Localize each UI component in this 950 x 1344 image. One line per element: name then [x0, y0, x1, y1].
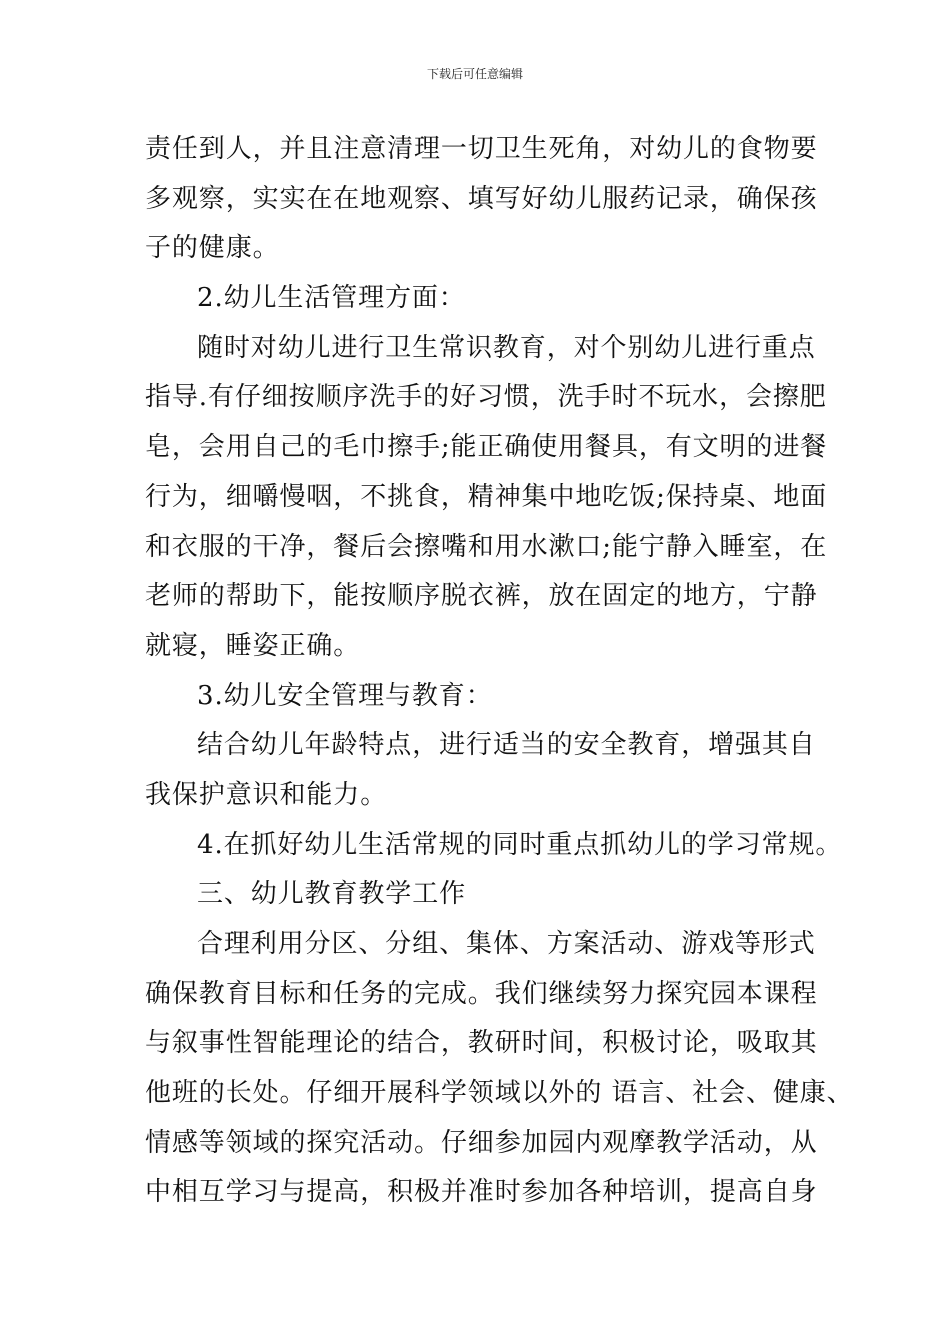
section-heading: 2.幼儿生活管理方面： [197, 283, 466, 314]
text-line: 就寝，睡姿正确。 [145, 630, 361, 661]
text-line: 与叙事性智能理论的结合，教研时间，积极讨论，吸取其 [145, 1028, 818, 1059]
text-line: 他班的长处。仔细开展科学领域以外的 语言、社会、健康、 [145, 1078, 854, 1109]
section-heading: 3.幼儿安全管理与教育： [197, 680, 493, 711]
paragraph-first-line: 合理利用分区、分组、集体、方案活动、游戏等形式 [197, 929, 816, 959]
text-line: 责任到人，并且注意清理一切卫生死角，对幼儿的食物要 [145, 134, 818, 164]
text-line: 皂，会用自己的毛巾擦手;能正确使用餐具，有文明的进餐 [145, 432, 828, 463]
text-line: 老师的帮助下，能按顺序脱衣裤，放在固定的地方，宁静 [145, 581, 818, 612]
section-heading: 4.在抓好幼儿生活常规的同时重点抓幼儿的学习常规。 [197, 829, 843, 860]
text-line: 情感等领域的探究活动。仔细参加园内观摩教学活动，从 [145, 1127, 818, 1158]
document-body [145, 125, 854, 1218]
section-heading: 三、幼儿教育教学工作 [197, 879, 467, 910]
text-line: 我保护意识和能力。 [145, 779, 388, 810]
text-line: 指导.有仔细按顺序洗手的好习惯，洗手时不玩水，会擦肥 [145, 382, 827, 413]
text-line: 确保教育目标和任务的完成。我们继续努力探究园本课程 [145, 978, 818, 1009]
text-line: 行为，细嚼慢咽，不挑食，精神集中地吃饭;保持桌、地面 [145, 481, 828, 512]
text-line: 子的健康。 [145, 233, 280, 264]
text-line: 中相互学习与提高，积极并准时参加各种培训，提高自身 [145, 1177, 818, 1208]
paragraph-first-line: 随时对幼儿进行卫生常识教育，对个别幼儿进行重点 [197, 332, 816, 363]
text-line: 多观察，实实在在地观察、填写好幼儿服药记录，确保孩 [145, 183, 818, 214]
text-line: 和衣服的干净，餐后会擦嘴和用水漱口;能宁静入睡室，在 [145, 531, 828, 562]
header-note: 下载后可任意编辑 [426, 67, 523, 81]
paragraph-first-line: 结合幼儿年龄特点，进行适当的安全教育，增强其自 [197, 730, 816, 761]
